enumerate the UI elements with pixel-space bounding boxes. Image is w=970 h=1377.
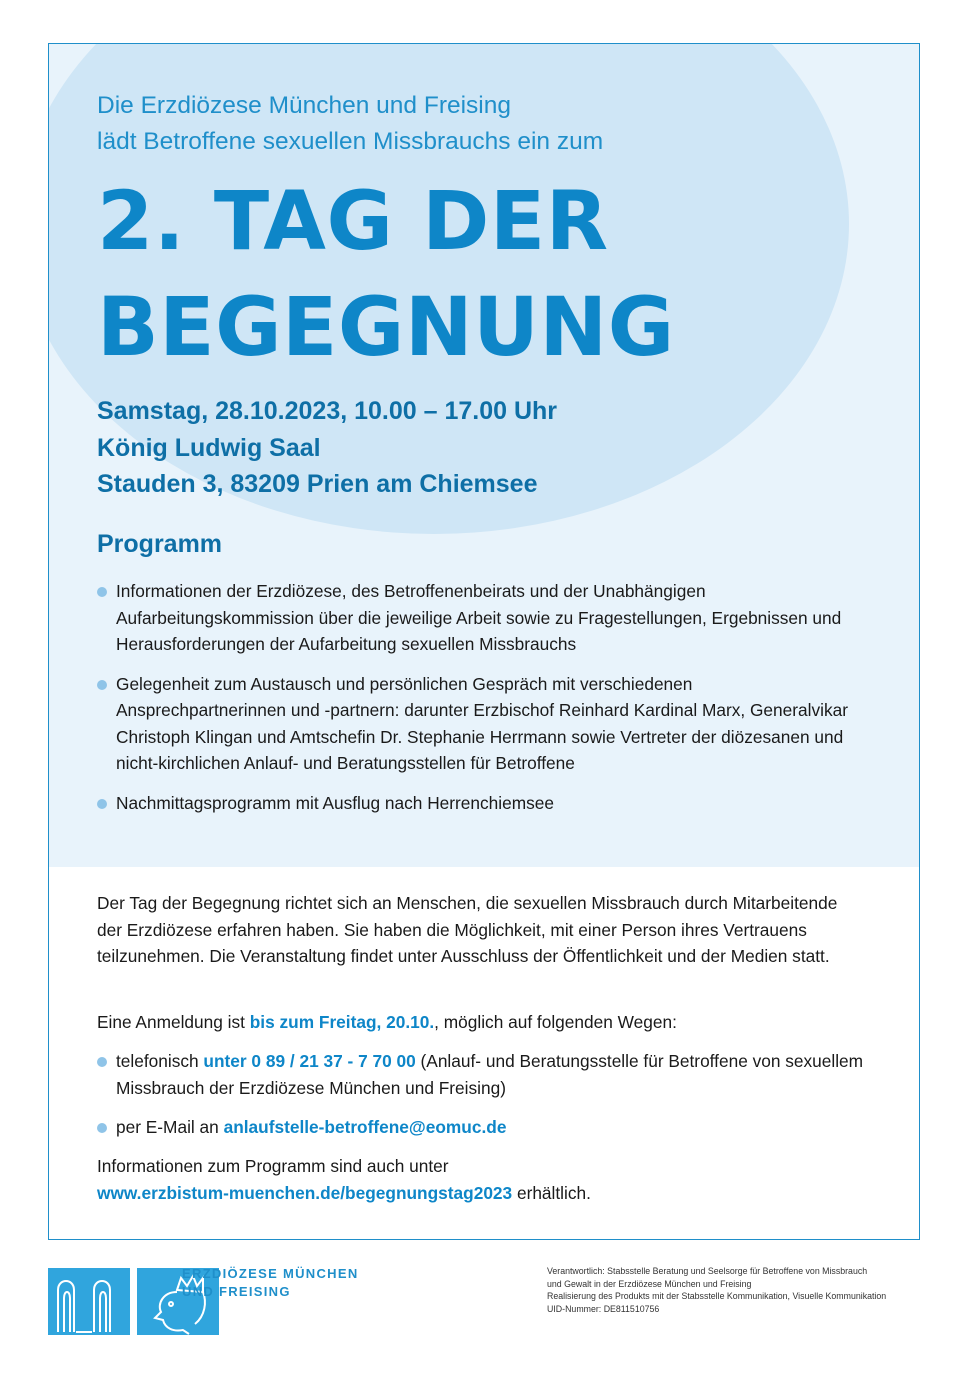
program-item xyxy=(97,790,857,817)
registration-paragraph xyxy=(97,1009,867,1036)
bullet-icon xyxy=(97,799,107,809)
intro-line-2: lädt Betroffene sexuellen Missbrauchs ein zum xyxy=(97,128,604,155)
email-link[interactable]: anlaufstelle-betroffene@eomuc.de xyxy=(223,1117,507,1137)
more-info-suffix: erhältlich. xyxy=(512,1182,591,1203)
imprint-line: und Gewalt in der Erzdiözese München und Freising xyxy=(547,1278,752,1289)
description-paragraph: Der Tag der Begegnung richtet sich an Menschen, die sexuellen Missbrauch durch Mitarbeitende der Erzdiözese erfahren haben. Sie haben die Möglichkeit, mit einer Person ihres Vertrauens teilzunehmen. Die Veranstaltung findet unter Ausschluss der Öffentlichkeit und der Medien statt. xyxy=(97,893,838,966)
registration-deadline: bis zum Freitag, 20.10. xyxy=(249,1012,435,1032)
registration-suffix: , möglich auf folgenden Wegen: xyxy=(434,1012,677,1032)
phone-prefix: telefonisch xyxy=(116,1051,204,1071)
program-item xyxy=(97,578,857,658)
program-item xyxy=(97,671,857,777)
program-list xyxy=(97,578,857,829)
registration-prefix: Eine Anmeldung ist xyxy=(97,1012,250,1032)
title-line-1: 2. TAG DER xyxy=(97,175,609,269)
title-line-2: BEGEGNUNG xyxy=(97,281,675,375)
event-title xyxy=(97,169,675,381)
imprint-line: UID-Nummer: DE811510756 xyxy=(547,1303,660,1314)
imprint-line: Verantwortlich: Stabsstelle Beratung und Seelsorge für Betroffene von Missbrauch xyxy=(547,1266,868,1276)
bullet-icon xyxy=(97,1123,107,1133)
intro-text xyxy=(97,88,603,160)
website-link[interactable]: www.erzbistum-muenchen.de/begegnungstag2023 xyxy=(97,1182,513,1203)
event-date: Samstag, 28.10.2023, 10.00 – 17.00 Uhr xyxy=(97,397,558,425)
event-venue: König Ludwig Saal xyxy=(97,433,321,462)
organization-name-line-2: UND FREISING xyxy=(182,1283,291,1299)
more-info-paragraph xyxy=(97,1153,867,1206)
more-info-prefix: Informationen zum Programm sind auch unter xyxy=(97,1156,449,1176)
imprint-line: Realisierung des Produkts mit der Stabsstelle Kommunikation, Visuelle Kommunikation xyxy=(547,1291,887,1301)
email-prefix: per E-Mail an xyxy=(116,1117,224,1137)
phone-suffix: (Anlauf- und Beratungsstelle für Betroffene von sexuellem Missbrauch der Erzdiözese München und Freising) xyxy=(116,1051,864,1098)
event-address: Stauden 3, 83209 Prien am Chiemsee xyxy=(97,470,538,498)
bullet-icon xyxy=(97,680,107,690)
program-heading: Programm xyxy=(97,530,223,558)
flyer-frame xyxy=(48,43,920,1240)
program-item-text: Gelegenheit zum Austausch und persönlichen Gespräch mit verschiedenen Ansprechpartnerinnen und -partnern: darunter Erzbischof Reinhard Kardinal Marx, Generalvikar Christoph Klingan und Amtschefin Dr. Stephanie Herrmann sowie Vertreter der diözesanen und nicht-kirchlichen Anlauf- und Beratungsstellen für Betroffene xyxy=(116,673,848,773)
church-towers-icon xyxy=(48,1268,130,1335)
program-item-text: Nachmittagsprogramm mit Ausflug nach Herrenchiemsee xyxy=(116,792,554,813)
registration-list xyxy=(97,1048,867,1154)
organization-name-line-1: ERZDIÖZESE MÜNCHEN xyxy=(182,1266,359,1281)
program-item-text: Informationen der Erzdiözese, des Betroffenenbeirats und der Unabhängigen Aufarbeitungskommission über die jeweilige Arbeit sowie zu Fragestellungen, Ergebnissen und Herausforderungen der Aufarbeitung sexuellen Missbrauchs xyxy=(116,581,842,654)
bullet-icon xyxy=(97,587,107,597)
imprint xyxy=(547,1265,886,1315)
intro-line-1: Die Erzdiözese München und Freising xyxy=(97,92,511,119)
event-details xyxy=(97,393,557,503)
bullet-icon xyxy=(97,1057,107,1067)
phone-number[interactable]: unter 0 89 / 21 37 - 7 70 00 xyxy=(203,1051,416,1071)
organization-name xyxy=(182,1265,359,1300)
registration-phone-item xyxy=(97,1048,867,1101)
registration-email-item xyxy=(97,1114,867,1141)
